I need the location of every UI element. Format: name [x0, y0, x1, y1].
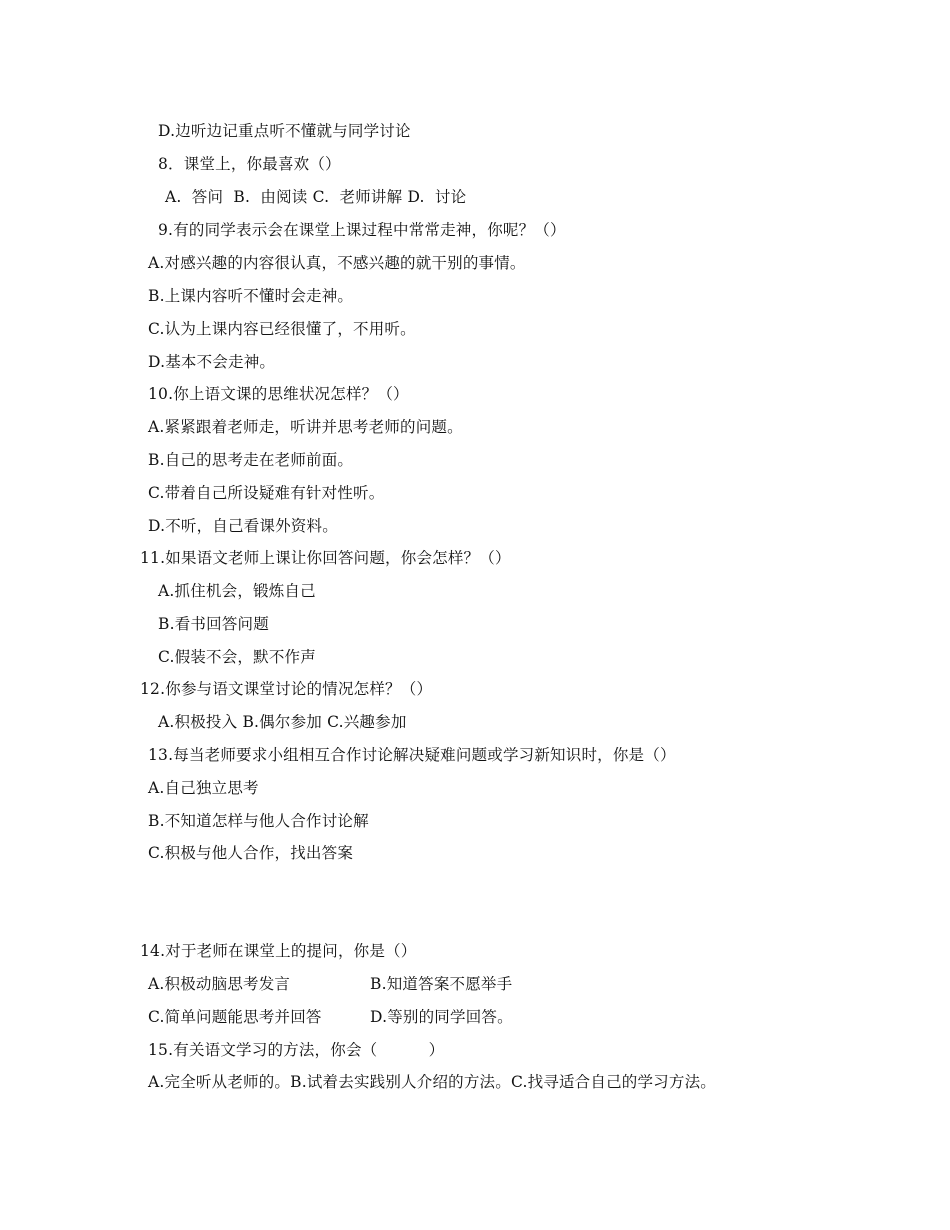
q13-question: 13.每当老师要求小组相互合作讨论解决疑难问题或学习新知识时，你是（） — [148, 746, 676, 764]
q9-option-c: C.认为上课内容已经很懂了，不用听。 — [148, 320, 416, 338]
q15-question: 15.有关语文学习的方法，你会（ ） — [148, 1041, 445, 1059]
q13-option-a: A.自己独立思考 — [148, 779, 259, 797]
q9-option-b: B.上课内容听不懂时会走神。 — [148, 287, 354, 305]
q10-option-b: B.自己的思考走在老师前面。 — [148, 451, 354, 469]
q10-question: 10.你上语文课的思维状况怎样？（） — [148, 385, 409, 403]
q13-option-b: B.不知道怎样与他人合作讨论解 — [148, 812, 369, 830]
q11-option-c: C.假装不会，默不作声 — [158, 648, 316, 666]
q14-option-b: B.知道答案不愿举手 — [370, 975, 513, 993]
q11-option-a: A.抓住机会，锻炼自己 — [158, 582, 316, 600]
q9-option-a: A.对感兴趣的内容很认真，不感兴趣的就干别的事情。 — [148, 254, 526, 272]
q14-option-d: D.等别的同学回答。 — [370, 1008, 513, 1026]
q14-option-c: C.简单问题能思考并回答 — [148, 1008, 322, 1026]
q9-option-d: D.基本不会走神。 — [148, 353, 276, 371]
q11-option-b: B.看书回答问题 — [158, 615, 269, 633]
q9-question: 9.有的同学表示会在课堂上课过程中常常走神，你呢？（） — [158, 221, 566, 239]
q11-question: 11.如果语文老师上课让你回答问题，你会怎样？（） — [140, 549, 511, 567]
q8-question: 8．课堂上，你最喜欢（） — [158, 155, 341, 173]
q7-option-d: D.边听边记重点听不懂就与同学讨论 — [158, 122, 411, 140]
q10-option-c: C.带着自己所设疑难有针对性听。 — [148, 484, 385, 502]
q14-question: 14.对于老师在课堂上的提问，你是（） — [140, 942, 417, 960]
q12-question: 12.你参与语文课堂讨论的情况怎样？（） — [140, 680, 433, 698]
q8-options: A. 答问 B. 由阅读 C. 老师讲解 D. 讨论 — [165, 188, 467, 206]
q13-option-c: C.积极与他人合作，找出答案 — [148, 844, 354, 862]
q15-options: A.完全听从老师的。B.试着去实践别人介绍的方法。C.找寻适合自己的学习方法。 — [148, 1073, 716, 1091]
q10-option-d: D.不听，自己看课外资料。 — [148, 517, 338, 535]
q14-option-a: A.积极动脑思考发言 — [148, 975, 291, 993]
q12-options: A.积极投入 B.偶尔参加 C.兴趣参加 — [158, 713, 407, 731]
q10-option-a: A.紧紧跟着老师走，听讲并思考老师的问题。 — [148, 418, 463, 436]
